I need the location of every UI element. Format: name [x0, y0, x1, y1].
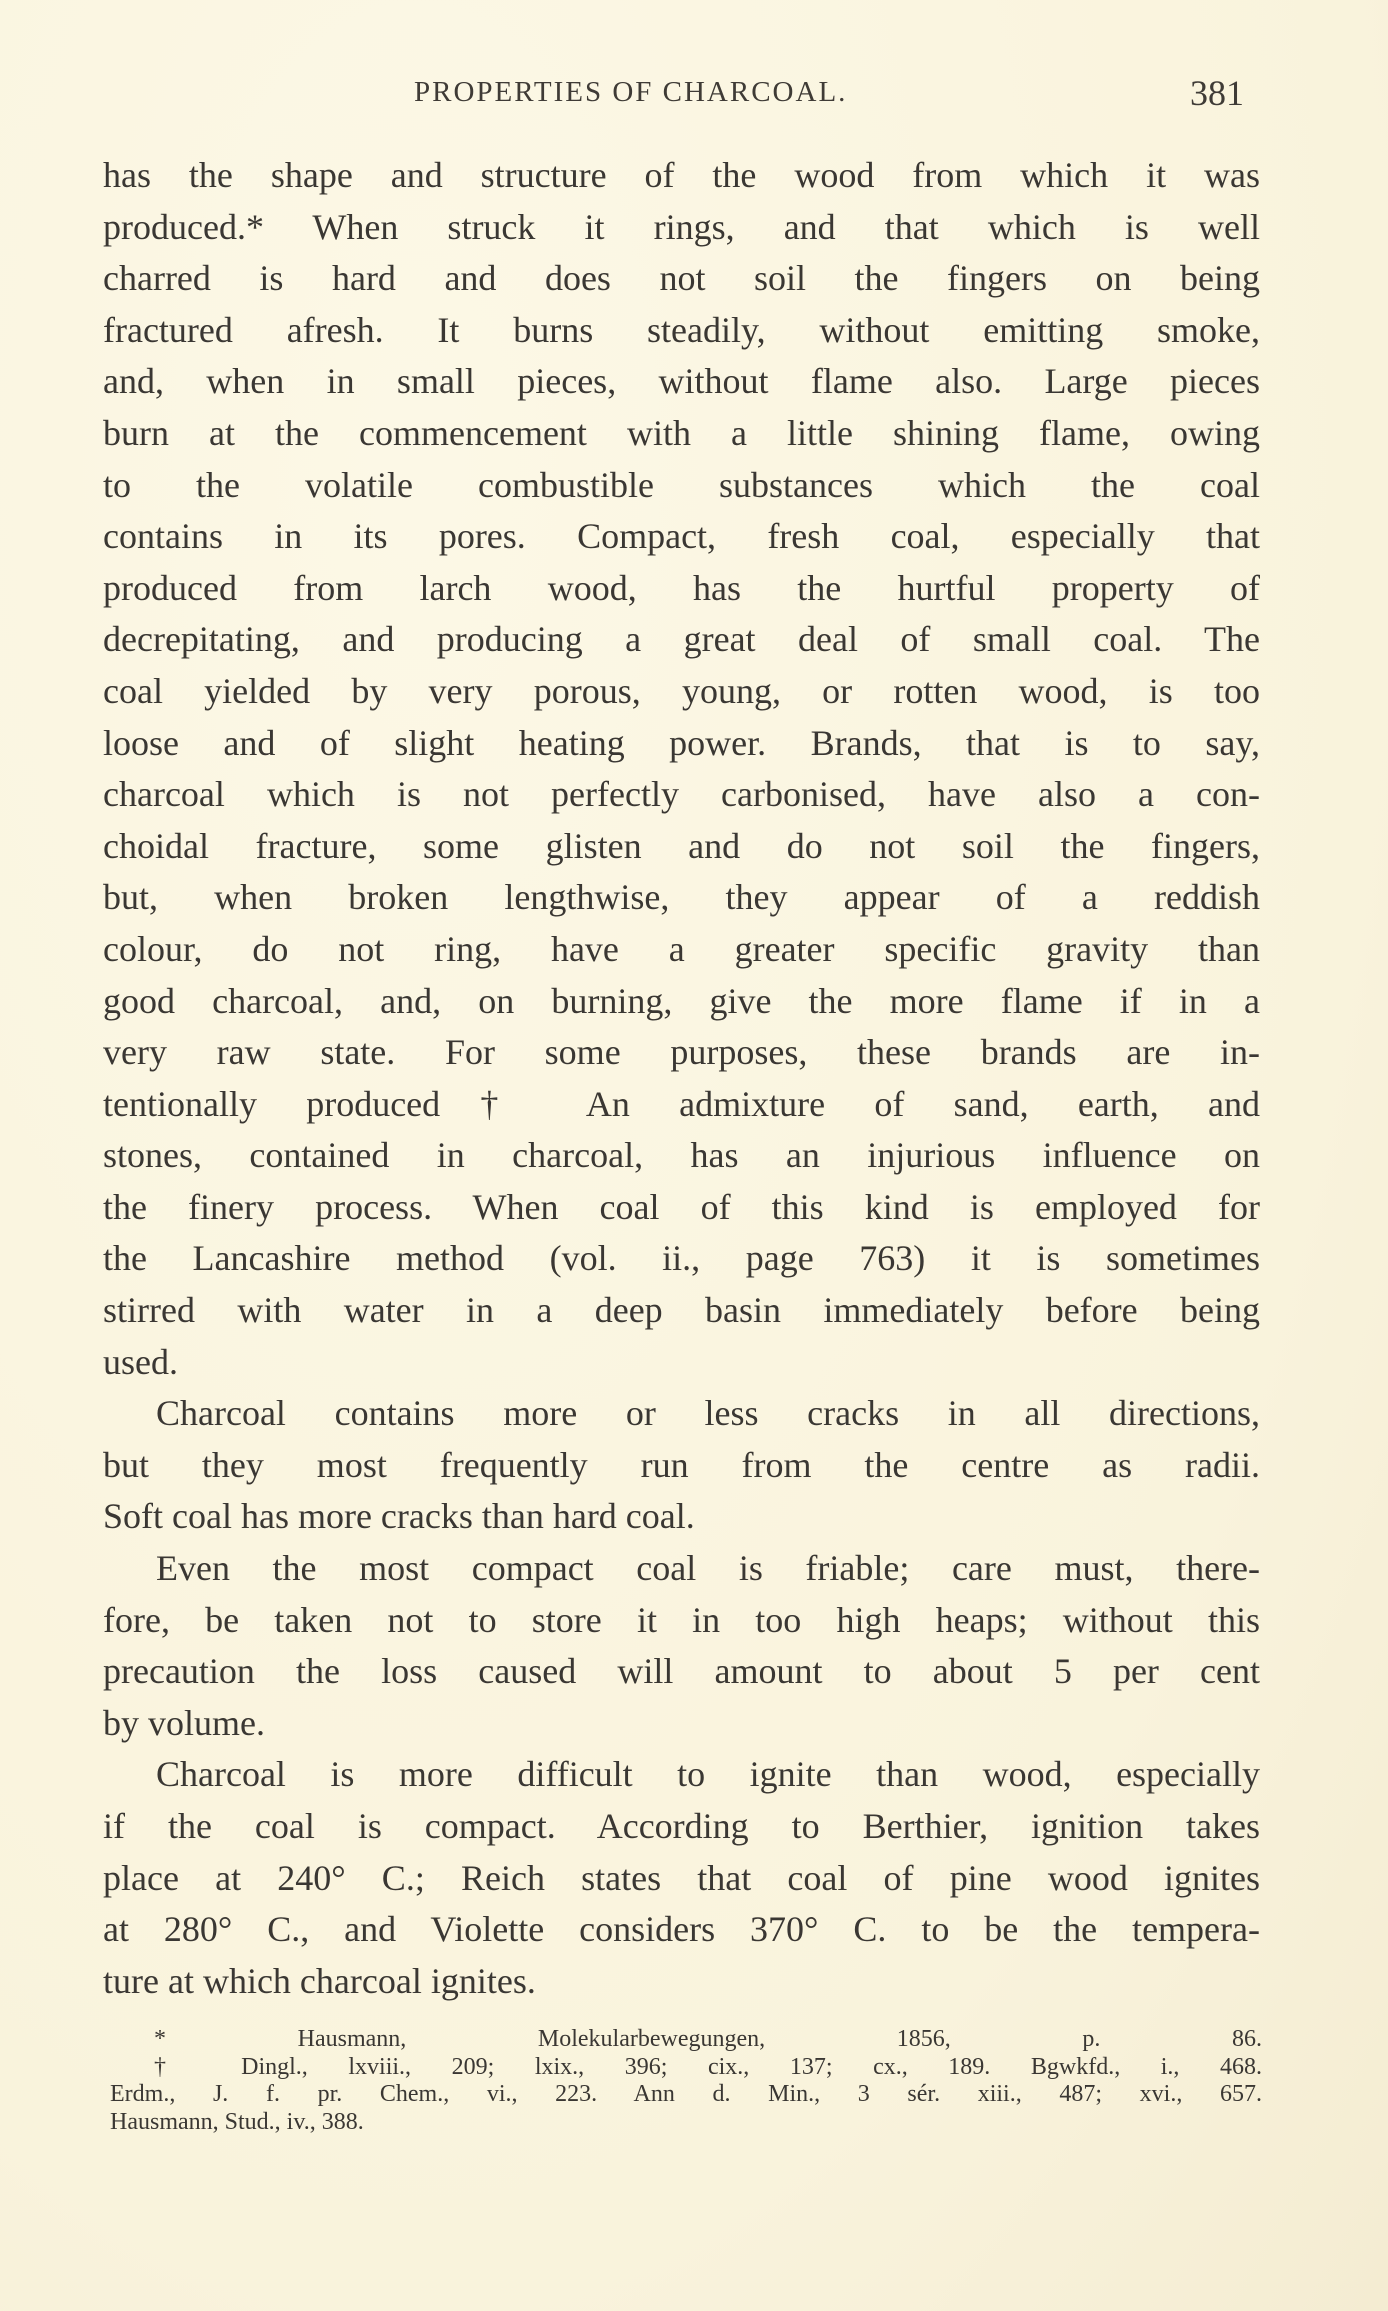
- text-line: by volume.: [103, 1702, 265, 1743]
- text-line: tentionally produced† An admixture of sand, earth, and: [103, 1083, 1260, 1124]
- text-line: has the shape and structure of the wood from which it was: [103, 155, 1260, 195]
- text-line: but, when broken lengthwise, they appear of a reddish: [103, 877, 1260, 918]
- text-line: and, when in small pieces, without flame also. Large pieces: [103, 361, 1260, 402]
- text-line: the Lancashire method (vol. ii., page 763) it is sometimes: [103, 1238, 1260, 1279]
- page-number: 381: [1190, 73, 1244, 113]
- text-line: decrepitating, and producing a great deal of small coal. The: [103, 619, 1260, 660]
- footnotes: [110, 2026, 1262, 2136]
- paragraph-first-line: Charcoal contains more or less cracks in all directions,: [156, 1393, 1260, 1434]
- running-head: [0, 72, 1388, 122]
- text-line: if the coal is compact. According to Berthier, ignition takes: [103, 1806, 1260, 1846]
- text-line: the finery process. When coal of this kind is employed for: [103, 1186, 1260, 1227]
- text-line: precaution the loss caused will amount to about 5 per cent: [103, 1651, 1260, 1692]
- body-text: [103, 150, 1260, 2007]
- text-line: coal yielded by very porous, young, or rotten wood, is too: [103, 670, 1260, 711]
- text-line: choidal fracture, some glisten and do not soil the fingers,: [103, 825, 1260, 866]
- text-line: but they most frequently run from the centre as radii.: [103, 1444, 1260, 1485]
- text-line: to the volatile combustible substances which the coal: [103, 464, 1260, 505]
- text-line: produced from larch wood, has the hurtful property of: [103, 567, 1260, 608]
- paragraph-first-line: Even the most compact coal is friable; care must, there-: [156, 1548, 1260, 1589]
- text-line: contains in its pores. Compact, fresh coal, especially that: [103, 516, 1260, 557]
- text-line: produced.* When struck it rings, and that which is well: [103, 206, 1260, 247]
- text-line: charred is hard and does not soil the fingers on being: [103, 258, 1260, 299]
- text-line: burn at the commencement with a little shining flame, owing: [103, 412, 1260, 453]
- text-line: used.: [103, 1341, 178, 1382]
- text-line: at 280° C., and Violette considers 370° C. to be the tempera-: [103, 1909, 1260, 1950]
- text-line: stones, contained in charcoal, has an injurious influence on: [103, 1135, 1260, 1176]
- text-line: stirred with water in a deep basin immediately before being: [103, 1290, 1260, 1331]
- footnote-asterisk: * Hausmann, Molekularbewegungen, 1856, p. 86.: [154, 2026, 1262, 2052]
- text-line: good charcoal, and, on burning, give the more flame if in a: [103, 980, 1260, 1021]
- paragraph-first-line: Charcoal is more difficult to ignite than wood, especially: [156, 1754, 1260, 1795]
- text-line: fore, be taken not to store it in too high heaps; without this: [103, 1599, 1260, 1640]
- text-line: fractured afresh. It burns steadily, without emitting smoke,: [103, 309, 1260, 350]
- text-line: ture at which charcoal ignites.: [103, 1960, 536, 2001]
- running-title: PROPERTIES OF CHARCOAL.: [414, 76, 848, 108]
- footnote-line: Hausmann, Stud., iv., 388.: [110, 2108, 364, 2135]
- text-line: very raw state. For some purposes, these brands are in-: [103, 1032, 1260, 1073]
- footnote-line: Erdm., J. f. pr. Chem., vi., 223. Ann d. Min., 3 sér. xiii., 487; xvi., 657.: [110, 2081, 1262, 2107]
- text-line: Soft coal has more cracks than hard coal.: [103, 1496, 695, 1537]
- text-line: colour, do not ring, have a greater specific gravity than: [103, 928, 1260, 969]
- text-line: charcoal which is not perfectly carbonised, have also a con-: [103, 774, 1260, 815]
- text-line: place at 240° C.; Reich states that coal of pine wood ignites: [103, 1857, 1260, 1898]
- text-line: loose and of slight heating power. Brands, that is to say,: [103, 722, 1260, 763]
- footnote-dagger: † Dingl., lxviii., 209; lxix., 396; cix., 137; cx., 189. Bgwkfd., i., 468.: [154, 2053, 1262, 2080]
